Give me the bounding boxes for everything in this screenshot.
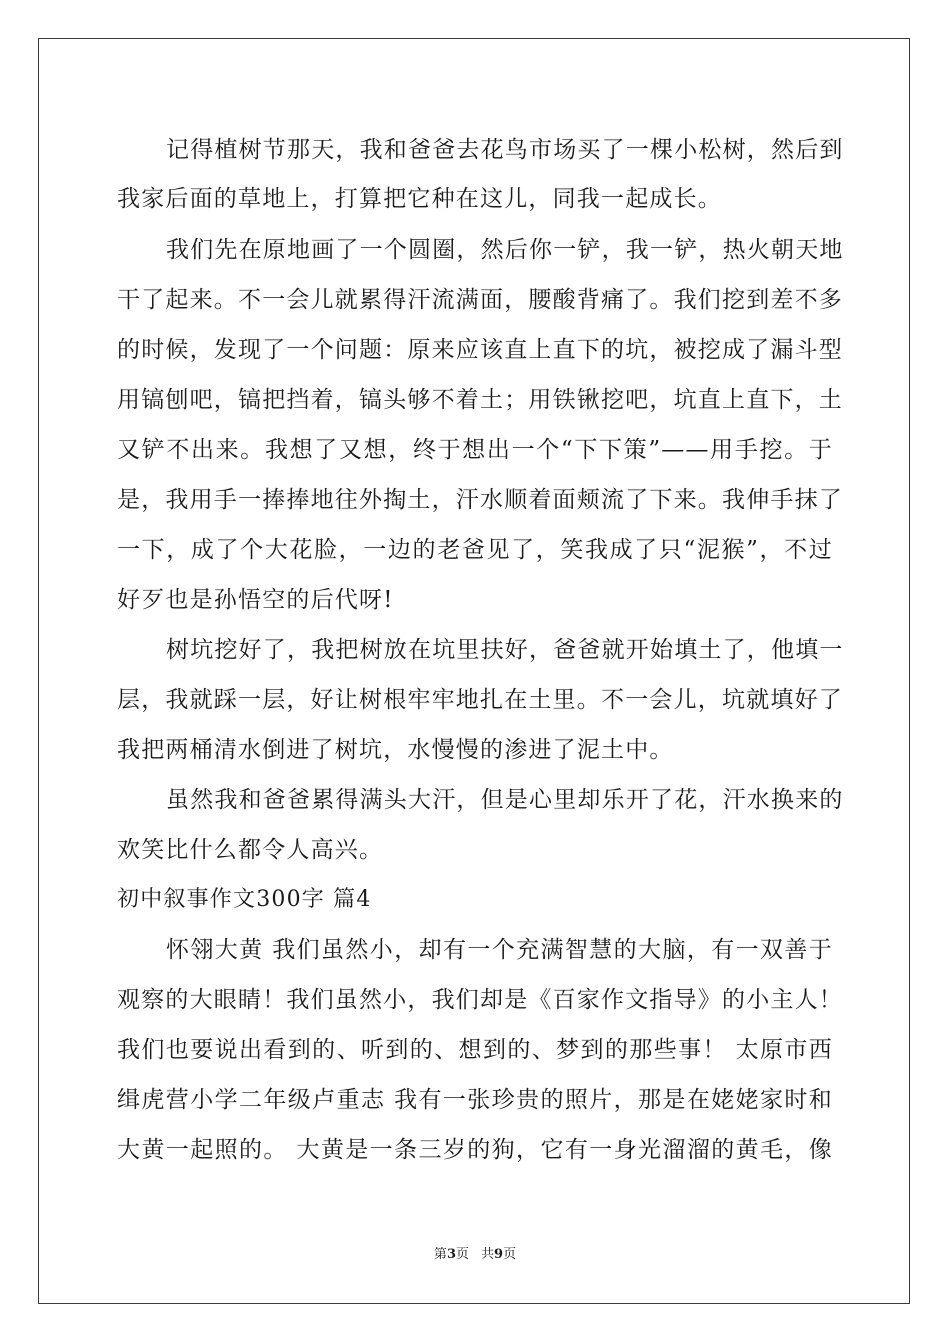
page-suffix: 页 — [455, 1247, 469, 1262]
text-line: 干了起来。不一会儿就累得汗流满面，腰酸背痛了。我们挖到差不多 — [117, 287, 843, 313]
text-line: 记得植树节那天，我和爸爸去花鸟市场买了一棵小松树，然后到 — [166, 137, 844, 163]
text-line: 又铲不出来。我想了又想，终于想出一个“下下策”——用手挖。于 — [117, 437, 833, 463]
total-page-number: 9 — [494, 1247, 504, 1262]
text-line: 我们也要说出看到的、听到的、想到的、梦到的那些事！ 太原市西 — [117, 1037, 833, 1063]
total-prefix: 共 — [481, 1247, 495, 1262]
text-line: 用镐刨吧，镐把挡着，镐头够不着土；用铁锹挖吧，坑直上直下，土 — [117, 387, 843, 413]
text-line: 怀翎大黄 我们虽然小，却有一个充满智慧的大脑，有一双善于 — [166, 937, 833, 963]
text-line: 我把两桶清水倒进了树坑，水慢慢的渗进了泥土中。 — [117, 737, 674, 763]
text-line: 树坑挖好了，我把树放在坑里扶好，爸爸就开始填土了，他填一 — [166, 637, 844, 663]
text-line: 层，我就踩一层，好让树根牢牢地扎在土里。不一会儿，坑就填好了 — [117, 687, 843, 713]
page-footer — [0, 1246, 950, 1264]
current-page-number: 3 — [446, 1247, 456, 1262]
text-line: 虽然我和爸爸累得满头大汗，但是心里却乐开了花，汗水换来的 — [166, 787, 844, 813]
total-suffix: 页 — [503, 1247, 517, 1262]
section-heading: 初中叙事作文300字 篇4 — [117, 887, 372, 912]
text-line: 好歹也是孙悟空的后代呀! — [117, 587, 394, 613]
text-line: 一下，成了个大花脸，一边的老爸见了，笑我成了只“泥猴”，不过 — [117, 537, 833, 563]
text-line: 缉虎营小学二年级卢重志 我有一张珍贵的照片，那是在姥姥家时和 — [117, 1087, 833, 1113]
text-line: 我们先在原地画了一个圆圈，然后你一铲，我一铲，热火朝天地 — [166, 237, 844, 263]
text-line: 是，我用手一捧捧地往外掏土，汗水顺着面颊流了下来。我伸手抹了 — [117, 487, 843, 513]
text-line: 大黄一起照的。 大黄是一条三岁的狗，它有一身光溜溜的黄毛，像 — [117, 1137, 833, 1163]
text-line: 我家后面的草地上，打算把它种在这儿，同我一起成长。 — [117, 186, 722, 212]
page-prefix: 第 — [433, 1247, 447, 1262]
text-line: 欢笑比什么都令人高兴。 — [117, 837, 384, 863]
page-border — [38, 38, 910, 1304]
text-line: 观察的大眼睛！我们虽然小，我们却是《百家作文指导》的小主人！ — [117, 987, 843, 1013]
text-line: 的时候，发现了一个问题：原来应该直上直下的坑，被挖成了漏斗型 — [117, 337, 843, 363]
